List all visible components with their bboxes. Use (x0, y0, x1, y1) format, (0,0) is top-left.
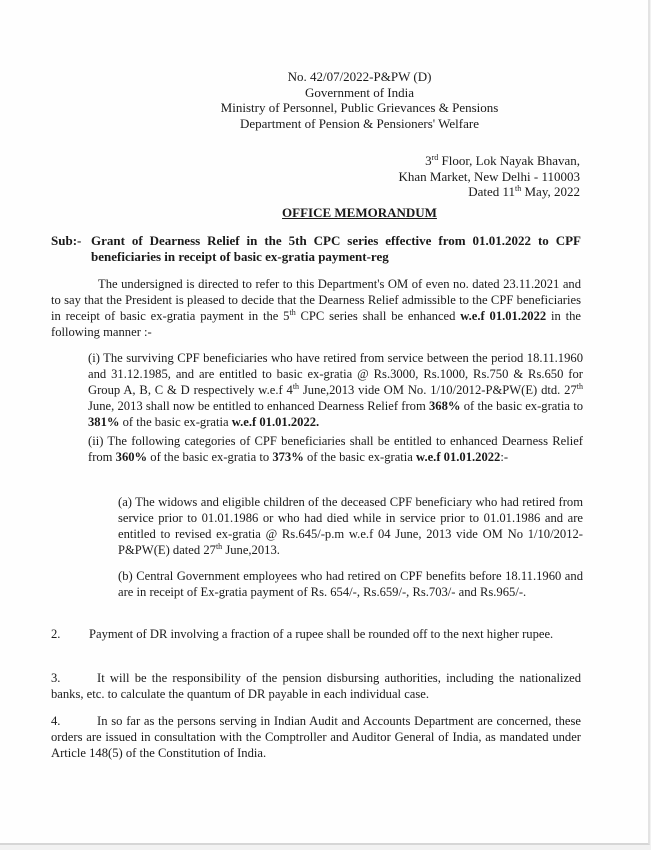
subject-label: Sub:- (51, 233, 82, 248)
clause-ii-old-rate: 360% (115, 450, 148, 464)
paragraph-3 (51, 670, 581, 702)
clause-i-text-1: (i) The surviving CPF beneficiaries who have retired from service between the period 18.11.1960 and 31.12.1985, and are entitled to basic ex-gratia @ Rs.3000, Rs.1000, Rs.750 & Rs.650 for Group A, B, C & D respectively w.e.f 4 (88, 351, 583, 397)
date-suffix: th (515, 184, 522, 193)
clause-i-text-3: June, 2013 shall now be entitled to enhanced Dearness Relief from (88, 399, 429, 413)
date-line (399, 184, 580, 200)
clause-ii-text-1: (ii) The following categories of CPF beneficiaries shall be entitled to enhanced Dearness Relief from (88, 434, 583, 464)
clause-a-sup: th (215, 542, 223, 551)
clause-ii (88, 433, 583, 465)
date-rest: May, 2022 (521, 184, 580, 199)
subject-text: Grant of Dearness Relief in the 5th CPC series effective from 01.01.2022 to CPF beneficiaries in receipt of basic ex-gratia payment-reg (91, 233, 581, 264)
clause-i (88, 350, 583, 430)
clause-i-old-rate: 368% (429, 399, 461, 413)
clause-ii-effective-date: w.e.f 01.01.2022 (416, 450, 501, 464)
intro-text-1: The undersigned is directed to refer to this Department's OM of even no. dated 23.11.2021 and to say that the President is pleased to decide that the Dearness Relief admissible to the CPF beneficiaries in receipt of basic ex-gratia payment in the 5 (51, 277, 581, 323)
paragraph-3-number: 3. (51, 671, 61, 685)
clause-ii-new-rate: 373% (272, 450, 304, 464)
department-name: Department of Pension & Pensioners' Welfare (240, 115, 479, 131)
clause-ii-text-4: :- (500, 450, 509, 464)
clause-ii-text-3: of the basic ex-gratia (303, 450, 417, 464)
address-line-2: Khan Market, New Delhi - 110003 (398, 168, 580, 184)
intro-text-3: in the following manner :- (51, 309, 581, 339)
clause-b: (b) Central Government employees who had retired on CPF benefits before 18.11.1960 and are in receipt of Ex-gratia payment of Rs. 654/-, Rs.659/-, Rs.703/- and Rs.965/-. (118, 569, 583, 599)
paragraph-2 (51, 626, 581, 642)
ministry-name: Ministry of Personnel, Public Grievances & Pensions (220, 100, 499, 115)
clause-i-text-4: of the basic ex-gratia to (460, 399, 584, 413)
intro-paragraph (51, 276, 581, 340)
letterhead (0, 69, 651, 131)
paragraph-4 (51, 713, 581, 761)
clause-a-text-1: (a) The widows and eligible children of the deceased CPF beneficiary who had retired from service prior to 01.01.1986 or who had died while in service prior to 01.01.1986 and are entitled to revised ex-gratia @ Rs.645/-p.m w.e.f 04 June, 2013 vide OM No 1/10/2012-P&PW(E) dated 27 (118, 495, 583, 557)
floor-suffix: rd (431, 153, 439, 162)
paragraph-2-text: Payment of DR involving a fraction of a rupee shall be rounded off to the next higher rupee. (89, 627, 554, 641)
paragraph-4-text: In so far as the persons serving in Indian Audit and Accounts Department are concerned, these orders are issued in consultation with the Comptroller and Auditor General of India, as mandated under Article 148(5) of the Constitution of India. (51, 714, 581, 760)
clause-ii-text-2: of the basic ex-gratia to (147, 450, 273, 464)
memo-title-text: OFFICE MEMORANDUM (282, 205, 437, 220)
intro-effective-date: w.e.f 01.01.2022 (460, 309, 547, 323)
clause-i-text-2: June,2013 vide OM No. 1/10/2012-P&PW(E) dtd. 27 (299, 383, 577, 397)
clause-i-effective-date: w.e.f 01.01.2022. (231, 415, 320, 429)
paragraph-3-text: It will be the responsibility of the pension disbursing authorities, including the nationalized banks, etc. to calculate the quantum of DR payable in each individual case. (51, 671, 581, 701)
clause-i-text-5: of the basic ex-gratia (119, 415, 232, 429)
memo-title (0, 205, 651, 221)
paragraph-2-number: 2. (51, 627, 61, 641)
clause-i-sup-2: th (576, 382, 583, 391)
clause-a (118, 494, 583, 558)
reference-number: No. 42/07/2022-P&PW (D) (287, 69, 432, 84)
intro-sup: th (289, 308, 296, 317)
clause-a-text-2: June,2013. (222, 543, 280, 557)
subject-block (51, 233, 581, 265)
clause-i-new-rate: 381% (88, 415, 120, 429)
clause-i-sup-1: th (292, 382, 300, 391)
address-line-1 (399, 153, 580, 169)
floor-number: 3 (425, 153, 432, 168)
paragraph-4-number: 4. (51, 714, 61, 728)
intro-text-2: CPC series shall be enhanced (295, 309, 461, 323)
date-prefix: Dated 11 (468, 184, 516, 199)
address-block (399, 153, 580, 200)
government-name: Government of India (304, 84, 415, 100)
floor-rest: Floor, Lok Nayak Bhavan, (438, 153, 580, 168)
